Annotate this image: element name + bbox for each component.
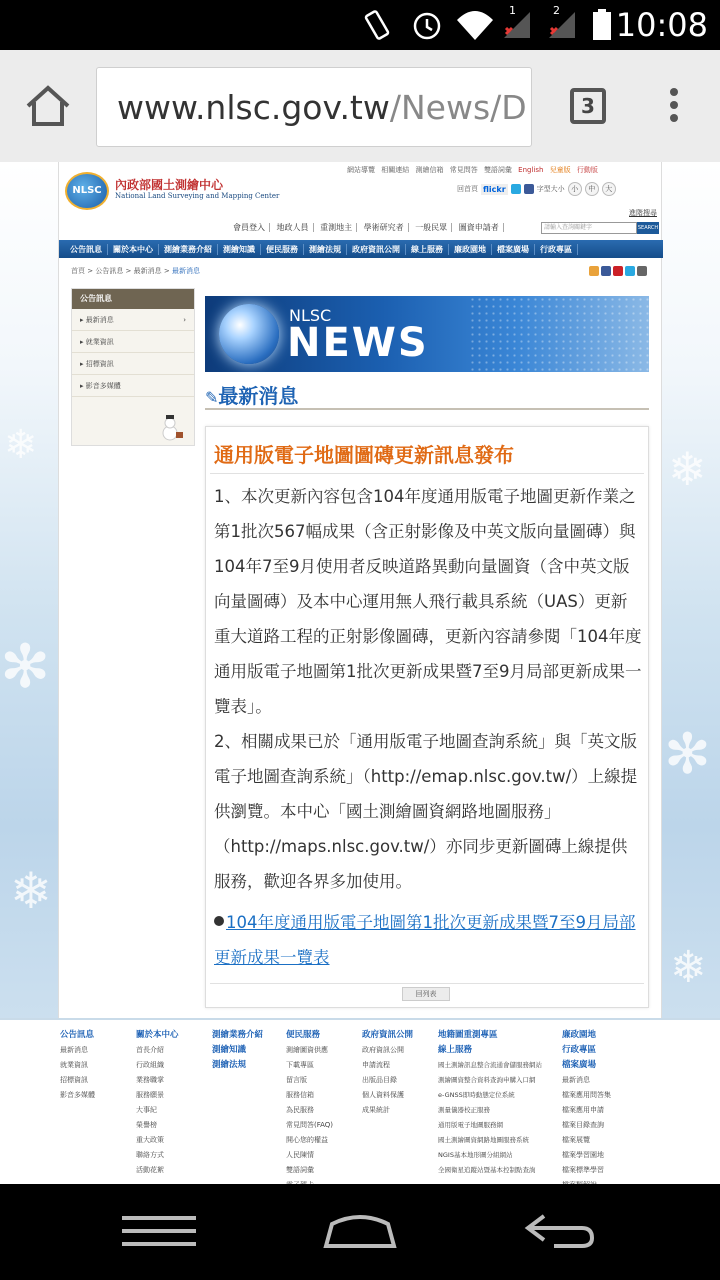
snowflake-decoration-icon: ✻ [664, 722, 711, 787]
logo-chinese-name[interactable]: 內政部國土測繪中心 [115, 178, 224, 192]
footer-col-online [438, 1028, 542, 1178]
vibrate-icon [360, 8, 394, 42]
footer-link[interactable]: 行政組織 [136, 1061, 164, 1069]
footer-link[interactable]: 檔案應用申請 [562, 1106, 604, 1114]
sidebar [71, 288, 195, 446]
footer-heading[interactable]: 檔案廣場 [562, 1060, 597, 1070]
footer-link[interactable]: 業務職掌 [136, 1076, 164, 1084]
nlsc-logo[interactable]: NLSC [65, 172, 109, 210]
site-search-input[interactable]: 請輸入查詢關鍵字 [541, 222, 637, 234]
nav-business[interactable]: 測繪業務介紹 [159, 244, 218, 255]
footer-link[interactable]: 最新消息 [60, 1046, 88, 1054]
back-to-list-button[interactable]: 回列表 [402, 987, 450, 1001]
top-link-related[interactable]: 相關連結 [381, 166, 410, 174]
footer-heading[interactable]: 關於本中心 [136, 1030, 179, 1040]
footer-heading[interactable]: 測繪法規 [212, 1060, 247, 1070]
footer-link[interactable]: 出版品目錄 [362, 1076, 397, 1084]
facebook-icon[interactable] [524, 184, 534, 194]
main-nav [59, 240, 663, 258]
sidebar-item-multimedia[interactable]: ▸ 影音多媒體 [72, 375, 194, 397]
browser-toolbar [0, 50, 720, 162]
signal-sim1-icon [500, 8, 534, 42]
print-icon[interactable] [637, 266, 647, 276]
sidebar-item-label: 最新消息 [85, 316, 114, 324]
attachment-link[interactable] [214, 905, 642, 975]
footer-link[interactable]: 為民服務 [286, 1106, 314, 1114]
system-nav-bar [0, 1184, 720, 1280]
top-link-mailbox[interactable]: 測繪信箱 [415, 166, 444, 174]
site-search-button[interactable]: SEARCH [637, 222, 659, 234]
snowflake-decoration-icon: ❄ [670, 942, 707, 993]
footer-link[interactable]: 重大政策 [136, 1136, 164, 1144]
nav-knowledge[interactable]: 測繪知識 [218, 244, 261, 255]
footer-link[interactable]: 國土測繪訊息整合流通會儲服務網站 [438, 1061, 542, 1069]
share-bar [457, 182, 616, 196]
footer-link[interactable]: NGIS基本地形圖分組網站 [438, 1151, 513, 1159]
footer-link[interactable]: 活動花絮 [136, 1166, 164, 1174]
footer-heading[interactable]: 地籍圖重測專區 [438, 1030, 498, 1040]
top-link-sitemap[interactable]: 網站導覽 [347, 166, 375, 174]
footer-link[interactable]: e-GNSS即時動態定位系統 [438, 1091, 515, 1099]
footer-link[interactable]: 個人資料保護 [362, 1091, 404, 1099]
footer-link[interactable]: 檔案學習園地 [562, 1151, 604, 1159]
article-paragraph-2: 2、相關成果已於「通用版電子地圖查詢系統」與「英文版電子地圖查詢系統」（http://emap.nlsc.gov.tw/）上線提供瀏覽。本中心「國土測繪圖資網路地圖服務」（http://maps.nlsc.gov.tw/）亦同步更新圖磚上線提供服務，歡迎各界多加使用。 [214, 732, 638, 891]
footer-heading[interactable]: 公告訊息 [60, 1030, 95, 1040]
nav-announcements[interactable]: 公告訊息 [65, 244, 108, 255]
tab-switcher-button[interactable]: 3 [570, 88, 606, 124]
globe-icon [219, 304, 279, 364]
footer-link[interactable]: 申請流程 [362, 1061, 390, 1069]
footer-heading[interactable]: 便民服務 [286, 1030, 321, 1040]
footer-link[interactable]: 全國衛星追蹤站暨基本控制點查詢 [438, 1166, 536, 1174]
footer-link[interactable]: 雙語詞彙 [286, 1166, 314, 1174]
footer-col-archives [562, 1028, 611, 1193]
article-paragraph-1: 1、本次更新內容包含104年度通用版電子地圖更新作業之第1批次567幅成果（含正射影像及中英文版向量圖磚）與104年7至9月使用者反映道路異動向量圖資（含中英文版向量圖磚）及本中心運用無人飛行載具系統（UAS）更新重大道路工程的正射影像圖磚，更新內容請參閱「104年度通用版電子地圖第1批次更新成果暨7至9月局部更新成果一覽表」。 [214, 487, 642, 716]
nav-integrity[interactable]: 廉政園地 [449, 244, 492, 255]
top-link-faq[interactable]: 常見問答 [449, 166, 478, 174]
banner-news-text: NEWS [287, 320, 429, 366]
footer-link[interactable]: 招標資訊 [60, 1076, 88, 1084]
footer-heading[interactable]: 廉政園地 [562, 1030, 597, 1040]
article-title: 通用版電子地圖圖磚更新訊息發布 [214, 443, 514, 467]
article-divider-bottom [210, 983, 644, 984]
footer-link[interactable]: 影音多媒體 [60, 1091, 95, 1099]
breadcrumb-current: 最新消息 [171, 267, 200, 275]
footer-link[interactable]: 榮譽榜 [136, 1121, 157, 1129]
footer-link[interactable]: 下載專區 [286, 1061, 314, 1069]
overflow-menu-icon[interactable] [666, 88, 682, 128]
section-title [205, 380, 298, 409]
footer-link[interactable]: 檔案展覽 [562, 1136, 590, 1144]
footer-col-announcements [60, 1028, 95, 1103]
footer-link[interactable]: 首長介紹 [136, 1046, 164, 1054]
font-large-button[interactable]: 大 [602, 182, 616, 196]
section-title-text: 最新消息 [218, 384, 299, 408]
web-viewport [0, 162, 720, 1184]
user-link-public[interactable]: 一般民眾 [411, 223, 452, 232]
footer-link[interactable]: 大事紀 [136, 1106, 157, 1114]
logo-english-name[interactable]: National Land Surveying and Mapping Center [115, 192, 280, 200]
sidebar-item-latest-news[interactable]: ▸ 最新消息 › [72, 309, 194, 331]
battery-icon [590, 8, 614, 42]
footer-link[interactable]: 成果統計 [362, 1106, 390, 1114]
nav-services[interactable]: 便民服務 [261, 244, 304, 255]
home-link[interactable]: 回首頁 [457, 185, 478, 193]
footer-col-gov-info [362, 1028, 413, 1118]
clock: 10:08 [615, 6, 708, 44]
article-divider [210, 473, 644, 474]
twitter-icon[interactable] [511, 184, 521, 194]
news-banner [205, 296, 649, 372]
signal-sim2-icon [545, 8, 579, 42]
snowflake-decoration-icon: ❄ [10, 862, 52, 920]
footer-link[interactable]: 開心您的權益 [286, 1136, 328, 1144]
user-link-data-applicant[interactable]: 圖資申請者 [455, 223, 504, 232]
banner-grid-decoration [469, 296, 649, 372]
sidebar-item-label: 影音多媒體 [85, 382, 121, 390]
email-icon[interactable] [589, 266, 599, 276]
font-size-label: 字型大小 [536, 185, 565, 193]
home-nav-icon[interactable] [322, 1210, 398, 1250]
snowman-decoration-icon [156, 413, 184, 441]
footer-link[interactable]: 測量儀器校正服務 [438, 1106, 490, 1114]
breadcrumb-news[interactable]: 最新消息 [133, 267, 162, 275]
page-share-icons [589, 266, 647, 276]
nav-gov-info[interactable]: 政府資訊公開 [347, 244, 406, 255]
footer-heading[interactable]: 線上服務 [438, 1045, 473, 1055]
sidebar-item-jobs[interactable]: ▸ 就業資訊 [72, 331, 194, 353]
user-link-researcher[interactable]: 學術研究者 [360, 223, 409, 232]
footer-heading[interactable]: 行政專區 [562, 1045, 597, 1055]
breadcrumb-announcements[interactable]: 公告訊息 [95, 267, 124, 275]
sidebar-title: 公告訊息 [72, 289, 194, 309]
footer-heading[interactable]: 測繪業務介紹 [212, 1030, 264, 1040]
footer-link[interactable]: 政府資訊公開 [362, 1046, 404, 1054]
footer-link[interactable]: 服務願景 [136, 1091, 164, 1099]
nav-online-services[interactable]: 線上服務 [406, 244, 449, 255]
snowflake-decoration-icon: ❄ [4, 422, 38, 468]
footer-link[interactable]: 服務信箱 [286, 1091, 314, 1099]
user-link-login[interactable]: 會員登入 [229, 223, 270, 232]
footer-link[interactable]: 國土測繪圖資網路地圖服務系統 [438, 1136, 529, 1144]
footer-link[interactable]: 檔案應用問答集 [562, 1091, 611, 1099]
font-medium-button[interactable]: 中 [585, 182, 599, 196]
article-card [205, 426, 649, 1008]
lang-english-link[interactable]: English [518, 166, 544, 174]
top-links [347, 165, 602, 175]
user-link-land-staff[interactable]: 地政人員 [273, 223, 314, 232]
twitter-share-icon[interactable] [625, 266, 635, 276]
footer-heading[interactable]: 測繪知識 [212, 1045, 247, 1055]
lang-kids-link[interactable]: 兒童版 [549, 166, 571, 174]
sidebar-item-label: 招標資訊 [85, 360, 114, 368]
footer-link[interactable]: 檔案標準學習 [562, 1166, 604, 1174]
snowflake-decoration-icon: ❄ [668, 442, 707, 496]
nav-admin[interactable]: 行政專區 [535, 244, 578, 255]
site-header [59, 162, 663, 240]
footer-col-business [212, 1028, 263, 1073]
footer-link[interactable]: 就業資訊 [60, 1061, 88, 1069]
recent-apps-icon[interactable] [122, 1214, 196, 1248]
url-host: www.nlsc.gov.tw [117, 88, 390, 127]
sidebar-item-tenders[interactable]: ▸ 招標資訊 [72, 353, 194, 375]
home-icon[interactable] [22, 80, 74, 132]
top-link-glossary[interactable]: 雙語詞彙 [483, 166, 512, 174]
footer-heading[interactable]: 政府資訊公開 [362, 1030, 414, 1040]
nav-about[interactable]: 關於本中心 [108, 244, 159, 255]
sim1-label: 1 [509, 4, 516, 17]
footer-link[interactable]: 常見問答(FAQ) [286, 1121, 334, 1129]
breadcrumb: 首頁 > 公告訊息 > 最新消息 > 最新消息 [71, 267, 200, 275]
breadcrumb-home[interactable]: 首頁 [71, 267, 85, 275]
lang-mobile-link[interactable]: 行動版 [576, 166, 598, 174]
footer-link[interactable]: 測繪圖資供應 [286, 1046, 328, 1054]
pinterest-icon[interactable] [613, 266, 623, 276]
url-path: /News/D [389, 88, 527, 127]
wifi-icon [455, 8, 495, 42]
footer-link[interactable]: 留言版 [286, 1076, 307, 1084]
footer-col-about [136, 1028, 179, 1178]
site-footer [0, 1018, 720, 1184]
user-links [229, 222, 504, 233]
article-body [214, 479, 642, 899]
user-link-resurvey-owner[interactable]: 重測地主 [316, 223, 357, 232]
attachment-link-text[interactable]: 104年度通用版電子地圖第1批次更新成果暨7至9月局部更新成果一覽表 [214, 913, 636, 967]
advanced-search-link[interactable]: 進階搜尋 [629, 209, 657, 217]
chevron-right-icon: › [183, 316, 186, 324]
nav-regulations[interactable]: 測繪法規 [304, 244, 347, 255]
footer-link[interactable]: 測繪圖資整合資料查詢申購入口網 [438, 1076, 536, 1084]
pencil-icon: ✎ [205, 388, 219, 407]
banner-nlsc-text: NLSC [289, 306, 332, 325]
bullet-icon [214, 916, 224, 926]
footer-link[interactable]: 聯絡方式 [136, 1151, 164, 1159]
sidebar-item-label: 就業資訊 [85, 338, 114, 346]
address-bar[interactable] [96, 67, 532, 147]
snowflake-decoration-icon: ✻ [0, 632, 51, 702]
font-small-button[interactable]: 小 [568, 182, 582, 196]
footer-link[interactable]: 人民陳情 [286, 1151, 314, 1159]
footer-link[interactable]: 通用版電子地圖服務網 [438, 1121, 503, 1129]
facebook-share-icon[interactable] [601, 266, 611, 276]
footer-link[interactable]: 檔案目錄查詢 [562, 1121, 604, 1129]
footer-link[interactable]: 最新消息 [562, 1076, 590, 1084]
section-divider [205, 408, 649, 410]
back-nav-icon[interactable] [524, 1210, 596, 1250]
sim2-label: 2 [553, 4, 560, 17]
nav-archives[interactable]: 檔案廣場 [492, 244, 535, 255]
alarm-icon [410, 8, 444, 42]
footer-col-services [286, 1028, 333, 1193]
flickr-link[interactable]: flickr [483, 184, 506, 194]
status-bar [0, 0, 720, 50]
